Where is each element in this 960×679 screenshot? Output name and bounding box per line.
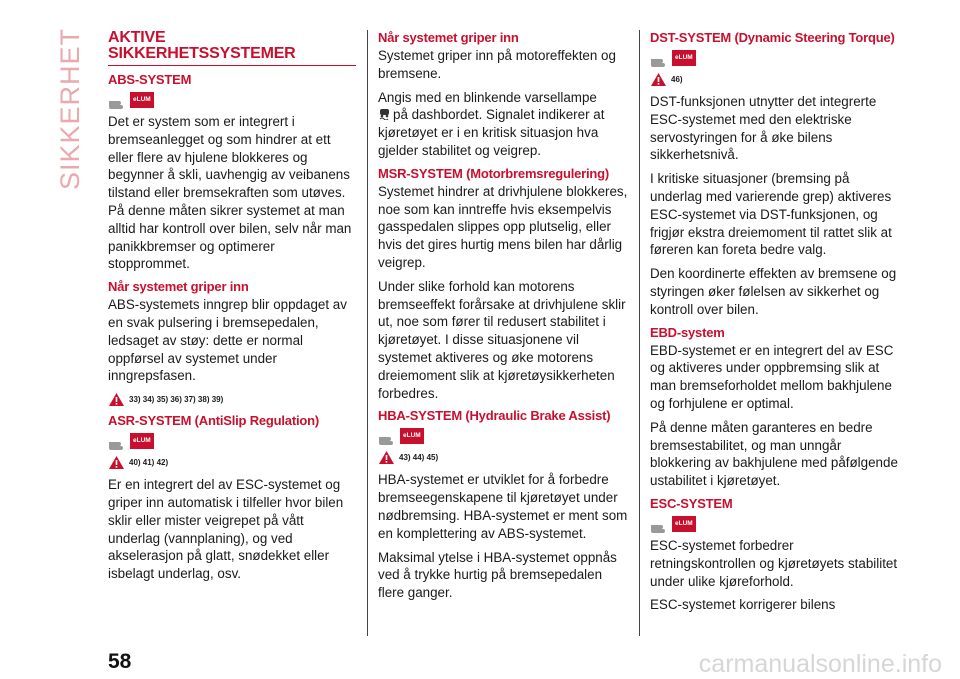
esc-paragraph: ESC-systemet forbedrer retningskontrollen og kjøretøyets stabilitet under ulike kjøreforhold. — [650, 537, 898, 589]
footnote-refs: 33) 34) 35) 36) 37) 38) 39) — [129, 394, 224, 404]
hand-pointer-icon — [108, 97, 128, 109]
page-title — [108, 30, 356, 66]
asr-heading: ASR-SYSTEM (AntiSlip Regulation) — [108, 413, 319, 429]
hand-pointer-icon — [650, 55, 670, 67]
dst-paragraph: I kritiske situasjoner (bremsing på underlag med varierende grep) aktiveres ESC-systemet via DST-funksjonen, og frigjør ekstra dreiemoment til rattet slik at føreren kan foreta bedre valg. — [650, 171, 892, 258]
dst-paragraph: Den koordinerte effekten av bremsene og styringen øker følelsen av sikkerhet og kontroll over bilen. — [650, 266, 897, 317]
hand-pointer-icon — [108, 438, 128, 450]
page-title-line: AKTIVE — [108, 29, 166, 46]
footnote-refs: 46) — [671, 74, 683, 84]
msr-heading: MSR-SYSTEM (Motorbremsregulering) — [378, 165, 610, 181]
column-divider — [639, 30, 640, 636]
warning-ref-row — [108, 391, 356, 407]
msr-paragraph: Systemet hindrer at drivhjulene blokkeres, noe som kan inntreffe hvis eksempelvis gasspedalen slippes opp plutselig, eller hvis det gires hurtig mens bilen har dårlig veigrep. — [378, 183, 628, 270]
esc-heading: ESC-SYSTEM — [650, 495, 733, 511]
section-side-tab — [52, 28, 88, 191]
column-1 — [108, 30, 356, 589]
section-side-tab-label: SIKKERHET — [54, 28, 85, 191]
warning-ref-row — [108, 454, 356, 470]
warning-triangle-icon — [650, 72, 667, 87]
column-divider — [367, 30, 368, 636]
icon-row — [108, 432, 356, 450]
abs-intervention-paragraph: ABS-systemets inngrep blir oppdaget av en svak pulsering i bremsepedalen, ledsaget av støy: dette er normal oppførsel av systemet under inngrepsfasen. — [108, 297, 347, 384]
warning-triangle-icon — [108, 392, 125, 407]
warning-light-text: Angis med en blinkende varsellampe — [378, 89, 597, 105]
footnote-refs: 40) 41) 42) — [129, 457, 169, 467]
hand-pointer-icon — [650, 521, 670, 533]
ebd-paragraph: EBD-systemet er en integrert del av ESC og aktiveres under oppbremsing slik at man bremseforholdet mellom bakhjulene og forhjulene er optimal. — [650, 342, 894, 411]
esc-paragraph: ESC-systemet korrigerer bilens — [650, 597, 836, 613]
dst-paragraph: DST-funksjonen utnytter det integrerte ESC-systemet med den elektriske servostyringen for å øke bilens sikkerhetsnivå. — [650, 94, 877, 163]
intervention-heading: Når systemet griper inn — [378, 30, 519, 45]
elum-badge-icon: eLUM — [672, 50, 696, 66]
page-number: 58 — [108, 650, 132, 673]
icon-row — [650, 49, 900, 67]
icon-row — [108, 91, 356, 109]
abs-heading: ABS-SYSTEM — [108, 72, 192, 87]
msr-paragraph: Under slike forhold kan motorens bremseeffekt forårsake at drivhjulene sklir ut, noe som fører til redusert stabilitet i kjøretøyet. I disse situasjonene vil systemet aktiveres og øke motorens dreiemoment slik at kjøretøysikkerheten forbedres. — [378, 278, 626, 401]
asr-paragraph: Er en integrert del av ESC-systemet og griper inn automatisk i tilfeller hvor bilen sklir eller mister veigrepet på vått underlag (vannplaning), og ved akselerasjon på glatt, snødekket eller isbelagt underlag, osv. — [108, 477, 344, 582]
hba-paragraph: HBA-systemet er utviklet for å forbedre bremseegenskapene til kjøretøyet under nødbremsing. HBA-systemet er ment som en komplettering av ABS-systemet. — [378, 472, 628, 541]
elum-badge-icon: eLUM — [672, 516, 696, 532]
hba-paragraph: Maksimal ytelse i HBA-systemet oppnås ved å trykke hurtig på bremsepedalen flere ganger. — [378, 549, 617, 601]
intervention-paragraph: Systemet griper inn på motoreffekten og bremsene. — [378, 48, 616, 81]
warning-light-paragraph — [378, 89, 630, 160]
watermark: carmanualsonline.info — [698, 650, 942, 678]
skid-car-warning-icon — [378, 108, 391, 120]
column-2 — [378, 30, 630, 608]
ebd-paragraph: På denne måten garanteres en bedre bremsestabilitet, og man unngår blokkering av bakhjulene med påfølgende ustabilitet i kjøretøyet. — [650, 419, 898, 489]
warning-ref-row — [650, 71, 900, 87]
warning-ref-row — [378, 449, 630, 465]
elum-badge-icon: eLUM — [130, 433, 154, 449]
warning-triangle-icon — [108, 455, 125, 470]
dst-heading: DST-SYSTEM (Dynamic Steering Torque) — [650, 30, 895, 45]
warning-triangle-icon — [378, 450, 395, 465]
ebd-heading: EBD-system — [650, 324, 725, 340]
warning-light-text-cont: på dashbordet. Signalet indikerer at kjøretøyet er i en kritisk situasjon hva gjelder stabilitet og veigrep. — [378, 107, 605, 158]
abs-paragraph: Det er system som er integrert i bremseanlegget og som hindrer at ett eller flere av hjulene blokkeres og begynner å skli, uavhengig av veibanens tilstand eller bremsekraften som utøves. På denne måten sikrer systemet at man alltid har kontroll over bilen, selv når man panikkbremser og optimerer stopprommet. — [108, 114, 352, 272]
footnote-refs: 43) 44) 45) — [399, 452, 439, 462]
column-3 — [650, 30, 900, 620]
icon-row — [650, 515, 900, 533]
icon-row — [378, 427, 630, 445]
hand-pointer-icon — [378, 433, 398, 445]
elum-badge-icon: eLUM — [130, 92, 154, 108]
page-title-line: SIKKERHETSSYSTEMER — [108, 45, 296, 62]
elum-badge-icon: eLUM — [400, 428, 424, 444]
hba-heading: HBA-SYSTEM (Hydraulic Brake Assist) — [378, 408, 611, 424]
abs-sub-heading: Når systemet griper inn — [108, 279, 249, 295]
